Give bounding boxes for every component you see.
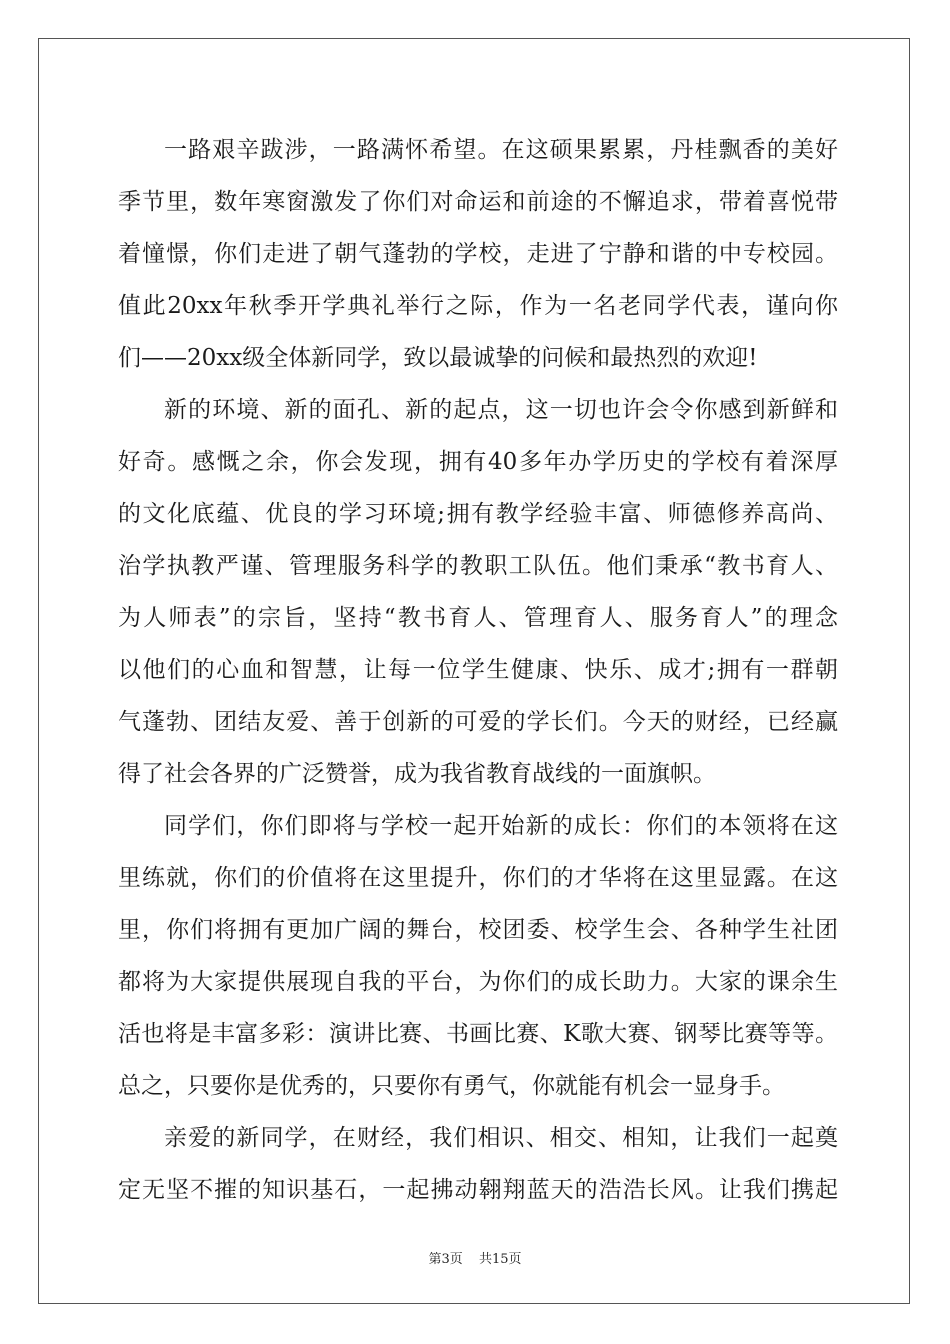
text-line: 里，你们将拥有更加广阔的舞台，校团委、校学生会、各种学生社团: [118, 917, 838, 943]
document-body: [118, 126, 838, 1218]
text-line: 以他们的心血和智慧，让每一位学生健康、快乐、成才;拥有一群朝: [118, 657, 838, 683]
page-number-current: 第3页: [428, 1252, 463, 1267]
text-line: 定无坚不摧的知识基石，一起拂动翱翔蓝天的浩浩长风。让我们携起: [118, 1177, 838, 1203]
text-line: 为人师表”的宗旨，坚持“教书育人、管理育人、服务育人”的理念: [118, 605, 838, 631]
page-number-total: 共15页: [478, 1252, 522, 1267]
text-line: 亲爱的新同学，在财经，我们相识、相交、相知，让我们一起奠: [164, 1125, 838, 1151]
text-line: 们——20xx级全体新同学，致以最诚挚的问候和最热烈的欢迎!: [118, 345, 758, 371]
paragraph-3: [118, 802, 838, 1114]
paragraph-2: [118, 386, 838, 802]
text-line: 同学们，你们即将与学校一起开始新的成长：你们的本领将在这: [164, 813, 838, 839]
text-line: 新的环境、新的面孔、新的起点，这一切也许会令你感到新鲜和: [164, 397, 838, 423]
paragraph-1: [118, 126, 838, 386]
text-line: 的文化底蕴、优良的学习环境;拥有教学经验丰富、师德修养高尚、: [118, 501, 838, 527]
text-line: 治学执教严谨、管理服务科学的教职工队伍。他们秉承“教书育人、: [118, 553, 838, 579]
text-line: 里练就，你们的价值将在这里提升，你们的才华将在这里显露。在这: [118, 865, 838, 891]
page-footer: [0, 1248, 950, 1267]
paragraph-4: [118, 1114, 838, 1218]
text-line: 值此20xx年秋季开学典礼举行之际，作为一名老同学代表，谨向你: [118, 293, 838, 319]
text-line: 一路艰辛跋涉，一路满怀希望。在这硕果累累，丹桂飘香的美好: [164, 137, 838, 163]
text-line: 季节里，数年寒窗激发了你们对命运和前途的不懈追求，带着喜悦带: [118, 189, 838, 215]
text-line: 都将为大家提供展现自我的平台，为你们的成长助力。大家的课余生: [118, 969, 838, 995]
text-line: 着憧憬，你们走进了朝气蓬勃的学校，走进了宁静和谐的中专校园。: [118, 241, 838, 267]
text-line: 得了社会各界的广泛赞誉，成为我省教育战线的一面旗帜。: [118, 761, 716, 787]
text-line: 好奇。感慨之余，你会发现，拥有40多年办学历史的学校有着深厚: [118, 449, 838, 475]
text-line: 总之，只要你是优秀的，只要你有勇气，你就能有机会一显身手。: [118, 1073, 785, 1099]
text-line: 活也将是丰富多彩：演讲比赛、书画比赛、K歌大赛、钢琴比赛等等。: [118, 1021, 838, 1047]
text-line: 气蓬勃、团结友爱、善于创新的可爱的学长们。今天的财经，已经赢: [118, 709, 838, 735]
